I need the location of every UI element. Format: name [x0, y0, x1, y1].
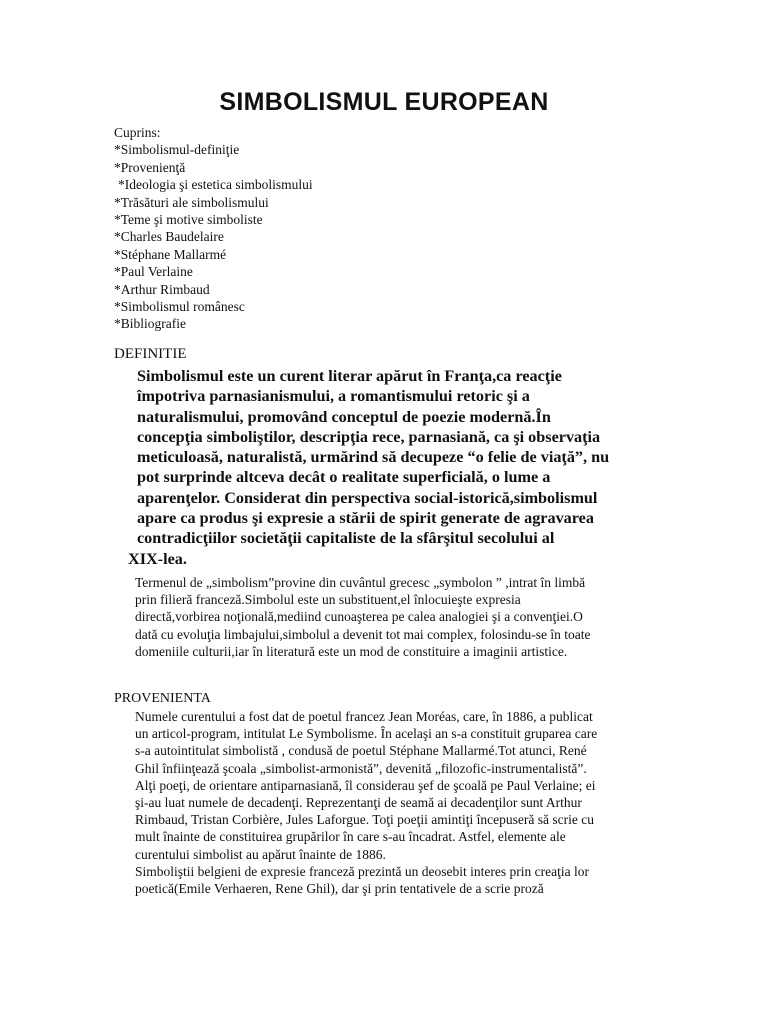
toc-item: *Charles Baudelaire [114, 229, 224, 245]
toc-label: Cuprins: [114, 125, 161, 140]
toc-item: *Simbolismul-definiţie [114, 142, 240, 158]
toc-item: *Teme şi motive simboliste [114, 212, 263, 228]
toc-item: *Stéphane Mallarmé [114, 246, 227, 262]
text-line: contradicţiilor societăţii capitaliste de la sfârşitul secolului al [137, 529, 555, 548]
text-line: poetică(Emile Verhaeren, Rene Ghil), dar şi prin tentativele de a scrie proză [135, 881, 544, 897]
text-line: apare ca produs şi expresie a stării de spirit generate de agravarea [137, 509, 594, 528]
termen-paragraph [135, 574, 591, 660]
toc-item: *Arthur Rimbaud [114, 281, 210, 297]
toc-item: *Paul Verlaine [114, 264, 193, 280]
toc-item: *Trăsături ale simbolismului [114, 194, 269, 210]
text-line: naturalismului, promovând conceptul de poezie modernă.În [137, 407, 551, 426]
text-line: meticuloasă, naturalistă, urmărind să decupeze “o felie de viaţă”, nu [137, 448, 610, 467]
toc-item: *Bibliografie [114, 316, 186, 332]
text-line: Numele curentului a fost dat de poetul francez Jean Moréas, care, în 1886, a publicat [135, 709, 593, 724]
text-line: Simboliştii belgieni de expresie franceză prezintă un deosebit interes prin creaţia lor [135, 863, 589, 879]
text-line: Alţi poeţi, de orientare antiparnasiană, îl considerau şef de şcoală pe Paul Verlaine; ei [135, 777, 596, 793]
text-line: domeniile culturii,iar în literatură este un mod de constituire a imaginii artistice. [135, 643, 568, 659]
text-line: Rimbaud, Tristan Corbière, Jules Laforgue. Toţi poeţii amintiţi începuseră să scrie cu [135, 812, 594, 828]
page-title: SIMBOLISMUL EUROPEAN [219, 88, 549, 116]
text-line: directă,vorbirea noţională,mediind cunoaşterea pe calea analogiei şi a convenţiei.O [135, 609, 583, 625]
toc-item: *Provenienţă [114, 159, 186, 175]
toc-item: *Simbolismul românesc [114, 299, 245, 315]
toc-item: *Ideologia şi estetica simbolismului [118, 177, 313, 193]
text-line: dată cu evoluţia limbajului,simbolul a devenit tot mai complex, folosindu-se în toate [135, 626, 591, 642]
definition-paragraph [128, 366, 657, 569]
section-heading-definitie: DEFINITIE [114, 346, 187, 362]
text-line: concepţia simboliştilor, descripţia rece, parnasiană, ca şi observaţia [137, 427, 601, 446]
text-line: aparenţelor. Considerat din perspectiva social-istorică,simbolismul [137, 488, 598, 507]
text-line: pot surprinde altceva decât o realitate superficială, o lume a [137, 468, 551, 487]
text-line: XIX-lea. [128, 549, 187, 568]
text-line: curentului simbolist au apărut înainte de 1886. [135, 846, 386, 862]
text-line: un articol-program, intitulat Le Symbolisme. În acelaşi an s-a constituit gruparea care [135, 726, 598, 742]
text-line: prin filieră franceză.Simbolul este un substituent,el înlocuieşte expresia [135, 592, 521, 608]
provenienta-paragraph [135, 708, 597, 897]
text-line: Simbolismul este un curent literar apărut în Franţa,ca reacţie [137, 367, 562, 385]
table-of-contents [114, 124, 313, 333]
text-line: împotriva parnasianismului, a romantismului retoric şi a [137, 387, 530, 406]
text-line: şi-au luat numele de decadenţi. Reprezentanţi de seamă ai decadenţilor sunt Arthur [135, 795, 582, 811]
section-heading-provenienta: PROVENIENTA [114, 691, 211, 706]
text-line: Termenul de „simbolism”provine din cuvântul grecesc „symbolon ” ,intrat în limbă [135, 575, 586, 590]
text-line: s-a autointitulat simbolistă , condusă de poetul Stéphane Mallarmé.Tot atunci, René [135, 743, 587, 759]
text-line: mult înainte de constituirea grupărilor în care s-au încadrat. Astfel, elemente ale [135, 829, 566, 845]
text-line: Ghil înfiinţează şcoala „simbolist-armonistă”, devenită „filozofic-instrumentalistă”. [135, 760, 587, 776]
